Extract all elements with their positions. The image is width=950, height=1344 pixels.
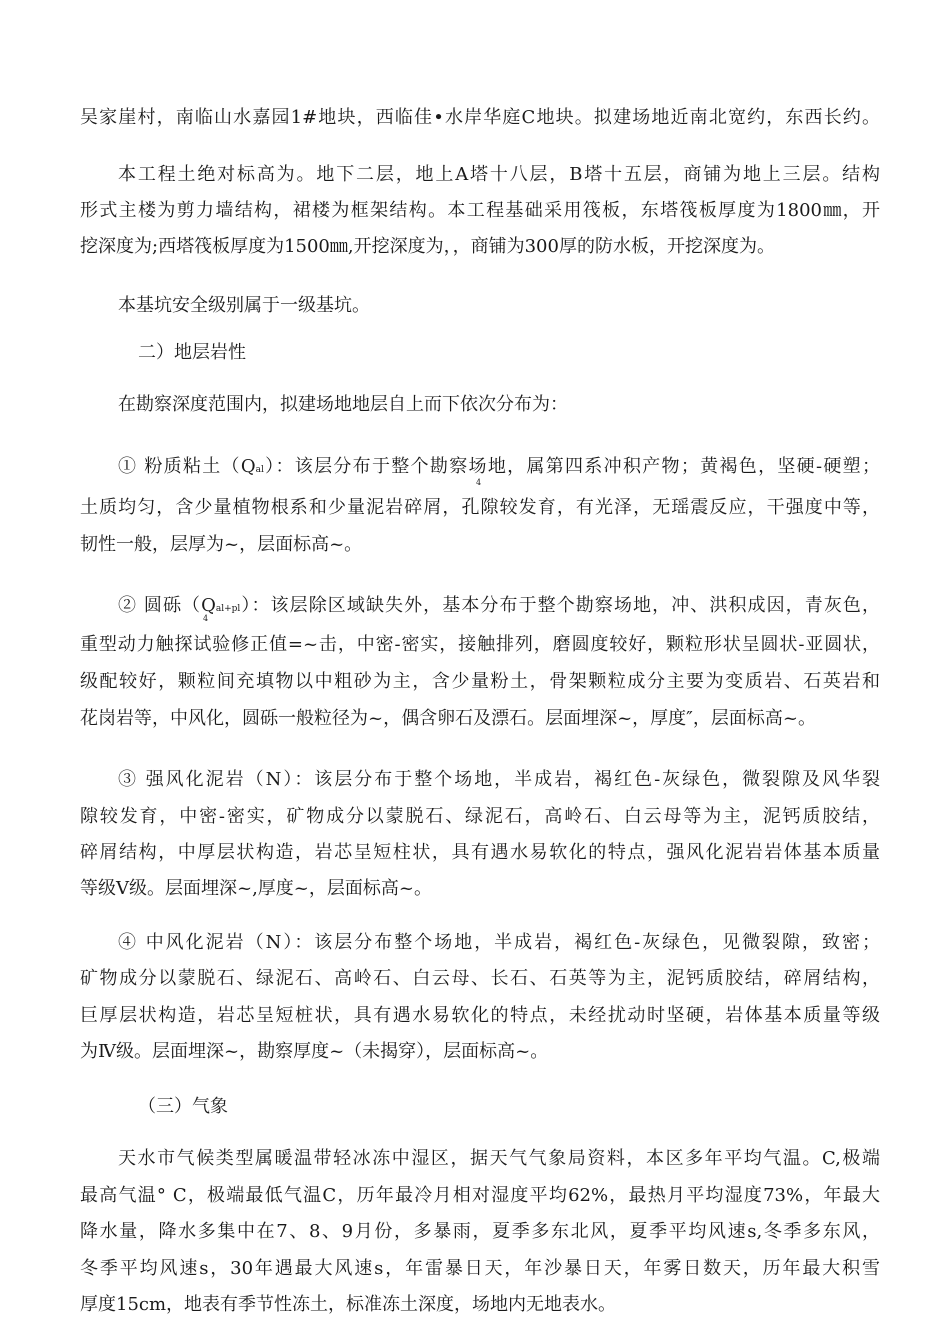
project-line-2: 形式主楼为剪力墙结构，裙楼为框架结构。本工程基础采用筏板，东塔筏板厚度为1800㎜，开 — [80, 200, 880, 221]
layer2-desc: ）：该层除区域缺失外，基本分布于整个勘察场地，冲、洪积成因，青灰色， — [240, 595, 880, 616]
layer1-subscript: al — [255, 465, 264, 475]
layer1-desc: ）：该层分布于整个勘察场地，属第四系冲积产物；黄褐色，坚硬-硬塑； — [263, 456, 880, 477]
layer3-line-3: 碎屑结构，中厚层状构造，岩芯呈短柱状，具有遇水易软化的特点，强风化泥岩岩体基本质量 — [80, 842, 880, 863]
weather-line-2: 最高气温° C，极端最低气温C，历年最冷月相对湿度平均62%，最热月平均湿度73%，年最大 — [80, 1185, 880, 1206]
layer4-line-1: ④ 中风化泥岩（N）：该层分布整个场地，半成岩，褐红色-灰绿色，见微裂隙，致密； — [118, 932, 880, 953]
layer1-line-2: 土质均匀，含少量植物根系和少量泥岩碎屑，孔隙较发育，有光泽，无瑶震反应，干强度中等， — [80, 497, 880, 518]
layer2-line-2: 重型动力触探试验修正值=~击，中密-密实，接触排列，磨圆度较好，颗粒形状呈圆状-亚圆状， — [80, 634, 880, 655]
weather-line-1: 天水市气候类型属暖温带轻冰冻中湿区，据天气气象局资料，本区多年平均气温。C,极端 — [118, 1148, 880, 1169]
section-heading-weather: （三）气象 — [138, 1096, 228, 1117]
layer2-subscript: al+pl — [215, 604, 241, 614]
layer1-name: ① 粉质粘土（Q — [118, 456, 256, 477]
strata-intro: 在勘察深度范围内，拟建场地地层自上而下依次分布为： — [118, 394, 568, 415]
layer2-line-1 — [118, 593, 880, 622]
section-heading-strata: 二）地层岩性 — [138, 342, 246, 363]
weather-line-3: 降水量，降水多集中在7、8、9月份，多暴雨，夏季多东北风，夏季平均风速s,冬季多东风， — [80, 1221, 880, 1242]
location-line-1: 吴家崖村，南临山水嘉园1#地块，西临佳•水岸华庭C地块。拟建场地近南北宽约，东西长约。 — [80, 107, 880, 128]
weather-line-5: 厚度15cm，地表有季节性冻土，标准冻土深度，场地内无地表水。 — [80, 1294, 617, 1315]
layer1-line-1 — [118, 454, 880, 483]
project-line-3: 挖深度为;西塔筏板厚度为1500㎜,开挖深度为，，商铺为300厚的防水板，开挖深度为。 — [80, 236, 775, 257]
layer3-line-4: 等级Ⅴ级。层面埋深~,厚度~，层面标高~。 — [80, 878, 432, 899]
layer3-line-2: 隙较发育，中密-密实，矿物成分以蒙脱石、绿泥石，高岭石、白云母等为主，泥钙质胶结， — [80, 806, 880, 827]
layer2-line-3: 级配较好，颗粒间充填物以中粗砂为主，含少量粉土，骨架颗粒成分主要为变质岩、石英岩和 — [80, 671, 880, 692]
layer2-line-4: 花岗岩等，中风化，圆砾一般粒径为~，偶含卵石及漂石。层面埋深~，厚度″，层面标高~。 — [80, 708, 816, 729]
layer1-index-mark: 4 — [476, 478, 482, 487]
weather-line-4: 冬季平均风速s，30年遇最大风速s，年雷暴日天，年沙暴日天，年雾日数天，历年最大积雪 — [80, 1258, 880, 1279]
layer4-line-3: 巨厚层状构造，岩芯呈短桩状，具有遇水易软化的特点，未经扰动时坚硬，岩体基本质量等级 — [80, 1005, 880, 1026]
layer3-line-1: ③ 强风化泥岩（N）：该层分布于整个场地，半成岩，褐红色-灰绿色，微裂隙及风华裂 — [118, 769, 880, 790]
safety-paragraph: 本基坑安全级别属于一级基坑。 — [118, 295, 370, 316]
project-line-1: 本工程土绝对标高为。地下二层，地上A塔十八层，B塔十五层，商铺为地上三层。结构 — [118, 164, 880, 185]
layer4-line-2: 矿物成分以蒙脱石、绿泥石、高岭石、白云母、长石、石英等为主，泥钙质胶结，碎屑结构， — [80, 968, 880, 989]
layer2-name: ② 圆砾（Q — [118, 595, 216, 616]
layer2-index-mark: 4 — [203, 614, 209, 623]
layer1-line-3: 韧性一般，层厚为~，层面标高~。 — [80, 534, 363, 555]
layer4-line-4: 为Ⅳ级。层面埋深~，勘察厚度~（未揭穿），层面标高~。 — [80, 1041, 549, 1062]
